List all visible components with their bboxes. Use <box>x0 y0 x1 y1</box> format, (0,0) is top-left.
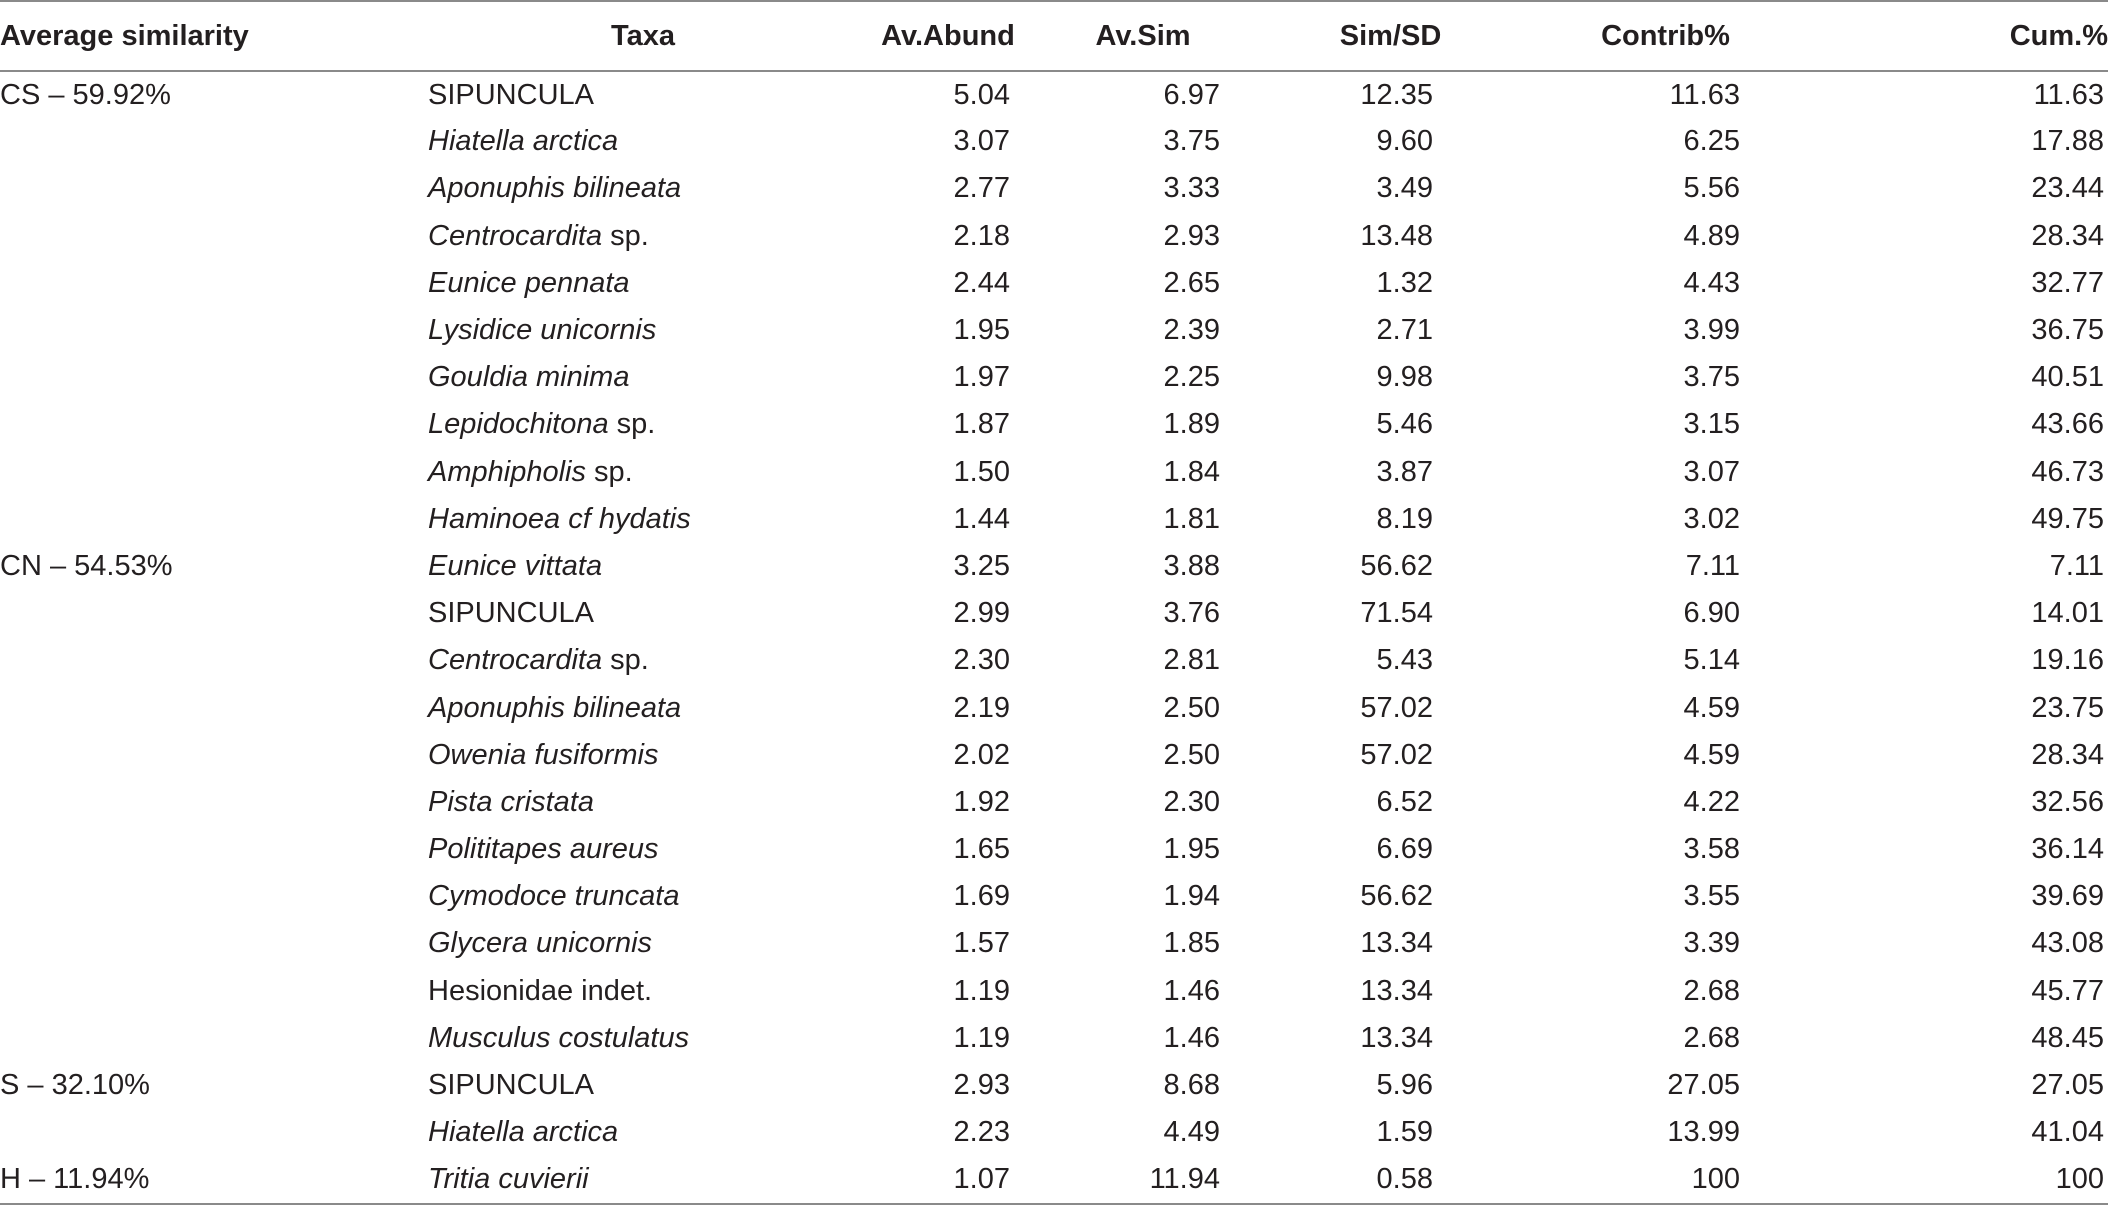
cell-av-abund: 1.44 <box>953 502 1010 535</box>
cell-average-similarity <box>0 1015 428 1062</box>
cell-average-similarity: H – 11.94% <box>0 1156 428 1203</box>
cell-cum: 48.45 <box>2031 1021 2104 1054</box>
cell-taxa <box>428 71 858 118</box>
cell-taxa <box>428 873 858 920</box>
taxon-name: Centrocardita <box>428 219 603 252</box>
cell-av-sim: 1.46 <box>1163 1021 1220 1054</box>
header-cum: Cum.% <box>1798 1 2108 71</box>
taxon-name: Lepidochitona <box>428 408 609 441</box>
cell-taxa <box>428 543 858 590</box>
cell-taxa <box>428 118 858 165</box>
cell-sim-sd: 1.59 <box>1376 1116 1433 1149</box>
taxon-name: Aponuphis bilineata <box>428 172 682 205</box>
cell-sim-sd: 13.34 <box>1360 1021 1433 1054</box>
cell-av-abund: 2.99 <box>953 597 1010 630</box>
cell-av-abund: 1.97 <box>953 361 1010 394</box>
cell-cum: 39.69 <box>2031 880 2104 913</box>
cell-av-abund: 1.87 <box>953 408 1010 441</box>
taxon-suffix: sp. <box>585 455 633 488</box>
cell-sim-sd: 5.43 <box>1376 644 1433 677</box>
table-row <box>0 684 2108 731</box>
taxon-name: Eunice pennata <box>428 266 630 299</box>
cell-sim-sd: 13.48 <box>1360 219 1433 252</box>
cell-average-similarity <box>0 213 428 260</box>
cell-av-abund: 1.07 <box>858 1156 1038 1203</box>
cell-cum: 7.11 <box>2049 549 2104 582</box>
cell-sim-sd: 3.87 <box>1376 455 1433 488</box>
cell-average-similarity: CN – 54.53% <box>0 549 173 582</box>
cell-av-abund: 2.44 <box>953 266 1010 299</box>
cell-contrib: 4.89 <box>1683 219 1740 252</box>
cell-cum: 27.05 <box>2031 1069 2104 1102</box>
cell-contrib: 7.11 <box>1685 549 1740 582</box>
cell-av-abund: 1.19 <box>953 1021 1010 1054</box>
cell-average-similarity <box>0 637 428 684</box>
cell-average-similarity <box>0 968 428 1015</box>
cell-av-sim: 11.94 <box>1038 1156 1248 1203</box>
cell-sim-sd: 12.35 <box>1360 78 1433 111</box>
cell-sim-sd: 8.19 <box>1376 502 1433 535</box>
taxon-name: Hiatella arctica <box>428 125 619 158</box>
taxon-name: Tritia cuvierii <box>428 1162 589 1195</box>
taxon-name: Lysidice unicornis <box>428 314 657 347</box>
taxon-name: Pista cristata <box>428 785 594 818</box>
cell-av-sim: 4.49 <box>1163 1116 1220 1149</box>
cell-contrib: 27.05 <box>1667 1069 1740 1102</box>
cell-cum: 43.66 <box>2031 408 2104 441</box>
table-row <box>0 165 2108 212</box>
table-row <box>0 260 2108 307</box>
cell-average-similarity <box>0 260 428 307</box>
taxon-name: Eunice vittata <box>428 549 603 582</box>
cell-cum: 32.77 <box>2031 266 2104 299</box>
cell-av-abund: 1.57 <box>953 927 1010 960</box>
cell-sim-sd: 9.60 <box>1376 125 1433 158</box>
taxon-name: Cymodoce truncata <box>428 880 680 913</box>
cell-av-abund: 1.65 <box>953 833 1010 866</box>
table-row <box>0 118 2108 165</box>
cell-cum: 23.75 <box>2031 691 2104 724</box>
cell-av-sim: 2.50 <box>1163 691 1220 724</box>
cell-av-abund: 1.19 <box>953 974 1010 1007</box>
cell-sim-sd: 0.58 <box>1248 1156 1533 1203</box>
cell-average-similarity <box>0 826 428 873</box>
taxon-name: Polititapes aureus <box>428 833 659 866</box>
cell-cum: 41.04 <box>2031 1116 2104 1149</box>
taxon-name: Owenia fusiformis <box>428 738 659 771</box>
taxon-suffix: sp. <box>602 219 649 252</box>
cell-sim-sd: 5.96 <box>1376 1069 1433 1102</box>
cell-average-similarity <box>0 496 428 543</box>
cell-taxa <box>428 1109 858 1156</box>
cell-sim-sd: 71.54 <box>1360 597 1433 630</box>
taxon-name: Hiatella arctica <box>428 1116 619 1149</box>
header-av-abund: Av.Abund <box>858 1 1038 71</box>
cell-av-sim: 2.30 <box>1163 785 1220 818</box>
cell-cum: 17.88 <box>2031 125 2104 158</box>
cell-contrib: 3.75 <box>1683 361 1740 394</box>
table-row <box>0 873 2108 920</box>
header-contrib: Contrib% <box>1533 1 1798 71</box>
cell-av-sim: 6.97 <box>1163 78 1220 111</box>
cell-taxa <box>428 779 858 826</box>
cell-sim-sd: 56.62 <box>1360 880 1433 913</box>
cell-sim-sd: 13.34 <box>1360 974 1433 1007</box>
cell-av-abund: 3.25 <box>953 549 1010 582</box>
taxon-name: Centrocardita <box>428 644 603 677</box>
taxon-suffix: sp. <box>602 644 649 677</box>
cell-sim-sd: 9.98 <box>1376 361 1433 394</box>
cell-sim-sd: 56.62 <box>1360 549 1433 582</box>
cell-av-sim: 2.81 <box>1163 644 1220 677</box>
header-average-similarity: Average similarity <box>0 1 428 71</box>
cell-av-abund: 2.77 <box>953 172 1010 205</box>
cell-av-sim: 1.84 <box>1163 455 1220 488</box>
cell-contrib: 100 <box>1533 1156 1798 1203</box>
cell-av-sim: 2.39 <box>1163 314 1220 347</box>
cell-taxa <box>428 449 858 496</box>
cell-av-sim: 2.50 <box>1163 738 1220 771</box>
table-row <box>0 213 2108 260</box>
cell-cum: 14.01 <box>2031 597 2104 630</box>
cell-cum: 43.08 <box>2031 927 2104 960</box>
taxon-name: SIPUNCULA <box>428 78 594 111</box>
cell-average-similarity <box>0 401 428 448</box>
cell-av-sim: 3.33 <box>1163 172 1220 205</box>
cell-contrib: 3.39 <box>1683 927 1740 960</box>
table-row <box>0 920 2108 967</box>
table-row <box>0 354 2108 401</box>
cell-av-abund: 1.69 <box>953 880 1010 913</box>
cell-contrib: 3.99 <box>1683 314 1740 347</box>
cell-average-similarity <box>0 118 428 165</box>
taxon-name: Haminoea cf hydatis <box>428 502 691 535</box>
cell-cum: 11.63 <box>2033 78 2104 111</box>
cell-average-similarity <box>0 873 428 920</box>
cell-average-similarity <box>0 165 428 212</box>
cell-average-similarity <box>0 920 428 967</box>
cell-taxa <box>428 1156 858 1203</box>
cell-av-sim: 1.85 <box>1163 927 1220 960</box>
table-row <box>0 968 2108 1015</box>
table-row <box>0 307 2108 354</box>
taxon-suffix: sp. <box>608 408 656 441</box>
table-row <box>0 496 2108 543</box>
cell-av-abund: 1.95 <box>953 314 1010 347</box>
cell-av-sim: 1.46 <box>1163 974 1220 1007</box>
cell-average-similarity <box>0 354 428 401</box>
cell-average-similarity <box>0 1109 428 1156</box>
taxon-name: SIPUNCULA <box>428 597 594 630</box>
cell-av-abund: 2.02 <box>953 738 1010 771</box>
cell-cum: 28.34 <box>2031 738 2104 771</box>
cell-average-similarity <box>0 449 428 496</box>
cell-contrib: 13.99 <box>1667 1116 1740 1149</box>
taxon-name: Amphipholis <box>428 455 586 488</box>
table-row <box>0 1062 2108 1109</box>
cell-contrib: 2.68 <box>1683 974 1740 1007</box>
cell-taxa <box>428 496 858 543</box>
header-av-sim: Av.Sim <box>1038 1 1248 71</box>
cell-sim-sd: 1.32 <box>1376 266 1433 299</box>
cell-sim-sd: 5.46 <box>1376 408 1433 441</box>
cell-taxa <box>428 260 858 307</box>
table-row <box>0 1156 2108 1203</box>
cell-av-abund: 1.92 <box>953 785 1010 818</box>
cell-taxa <box>428 968 858 1015</box>
table-header <box>0 1 2108 71</box>
table-row <box>0 637 2108 684</box>
cell-av-abund: 2.18 <box>953 219 1010 252</box>
cell-av-abund: 2.19 <box>953 691 1010 724</box>
cell-taxa <box>428 307 858 354</box>
cell-av-sim: 3.76 <box>1163 597 1220 630</box>
cell-av-sim: 1.95 <box>1163 833 1220 866</box>
cell-taxa <box>428 637 858 684</box>
cell-sim-sd: 57.02 <box>1360 691 1433 724</box>
table-row <box>0 732 2108 779</box>
cell-av-abund: 1.50 <box>953 455 1010 488</box>
cell-cum: 46.73 <box>2031 455 2104 488</box>
cell-average-similarity: S – 32.10% <box>0 1069 150 1102</box>
cell-taxa <box>428 213 858 260</box>
cell-av-sim: 2.93 <box>1163 219 1220 252</box>
cell-taxa <box>428 354 858 401</box>
cell-sim-sd: 6.69 <box>1376 833 1433 866</box>
cell-average-similarity: CS – 59.92% <box>0 78 171 111</box>
taxon-name: Glycera unicornis <box>428 927 653 960</box>
table-row <box>0 543 2108 590</box>
cell-av-sim: 2.25 <box>1163 361 1220 394</box>
cell-contrib: 3.15 <box>1683 408 1740 441</box>
cell-contrib: 5.14 <box>1683 644 1740 677</box>
cell-taxa <box>428 826 858 873</box>
table-row <box>0 401 2108 448</box>
cell-av-sim: 1.94 <box>1163 880 1220 913</box>
header-taxa: Taxa <box>428 1 858 71</box>
cell-taxa <box>428 920 858 967</box>
cell-sim-sd: 3.49 <box>1376 172 1433 205</box>
cell-contrib: 4.22 <box>1683 785 1740 818</box>
taxon-name: SIPUNCULA <box>428 1069 594 1102</box>
cell-sim-sd: 2.71 <box>1376 314 1433 347</box>
cell-cum: 36.14 <box>2031 833 2104 866</box>
cell-taxa <box>428 1015 858 1062</box>
cell-cum: 100 <box>1798 1156 2108 1203</box>
cell-av-abund: 2.23 <box>953 1116 1010 1149</box>
table-row <box>0 826 2108 873</box>
cell-av-abund: 3.07 <box>953 125 1010 158</box>
cell-contrib: 11.63 <box>1669 78 1740 111</box>
cell-cum: 28.34 <box>2031 219 2104 252</box>
cell-cum: 23.44 <box>2031 172 2104 205</box>
cell-cum: 19.16 <box>2031 644 2104 677</box>
cell-taxa <box>428 401 858 448</box>
cell-contrib: 5.56 <box>1683 172 1740 205</box>
cell-taxa <box>428 165 858 212</box>
cell-av-sim: 8.68 <box>1163 1069 1220 1102</box>
table-row <box>0 71 2108 118</box>
cell-contrib: 2.68 <box>1683 1021 1740 1054</box>
taxon-name: Hesionidae indet. <box>428 974 653 1007</box>
table-row <box>0 1109 2108 1156</box>
table-row <box>0 779 2108 826</box>
cell-contrib: 6.25 <box>1683 125 1740 158</box>
cell-av-sim: 1.81 <box>1163 502 1220 535</box>
cell-sim-sd: 13.34 <box>1360 927 1433 960</box>
cell-cum: 45.77 <box>2031 974 2104 1007</box>
cell-average-similarity <box>0 590 428 637</box>
cell-contrib: 3.02 <box>1683 502 1740 535</box>
cell-average-similarity <box>0 684 428 731</box>
cell-av-sim: 2.65 <box>1163 266 1220 299</box>
cell-contrib: 4.59 <box>1683 738 1740 771</box>
table-row <box>0 1015 2108 1062</box>
cell-contrib: 4.43 <box>1683 266 1740 299</box>
cell-taxa <box>428 732 858 779</box>
cell-av-sim: 3.75 <box>1163 125 1220 158</box>
cell-cum: 36.75 <box>2031 314 2104 347</box>
cell-average-similarity <box>0 732 428 779</box>
header-sim-sd: Sim/SD <box>1248 1 1533 71</box>
table-body <box>0 71 2108 1204</box>
cell-taxa <box>428 684 858 731</box>
cell-contrib: 3.58 <box>1683 833 1740 866</box>
taxon-name: Gouldia minima <box>428 361 630 394</box>
cell-av-abund: 2.30 <box>953 644 1010 677</box>
header-row <box>0 1 2108 71</box>
cell-av-abund: 5.04 <box>953 78 1010 111</box>
cell-contrib: 6.90 <box>1683 597 1740 630</box>
cell-average-similarity <box>0 779 428 826</box>
cell-contrib: 3.55 <box>1683 880 1740 913</box>
cell-av-abund: 2.93 <box>953 1069 1010 1102</box>
cell-sim-sd: 57.02 <box>1360 738 1433 771</box>
cell-taxa <box>428 1062 858 1109</box>
taxon-name: Musculus costulatus <box>428 1021 690 1054</box>
cell-cum: 32.56 <box>2031 785 2104 818</box>
cell-contrib: 3.07 <box>1683 455 1740 488</box>
cell-sim-sd: 6.52 <box>1376 785 1433 818</box>
cell-taxa <box>428 590 858 637</box>
cell-average-similarity <box>0 307 428 354</box>
table-row <box>0 449 2108 496</box>
cell-av-sim: 3.88 <box>1163 549 1220 582</box>
taxon-name: Aponuphis bilineata <box>428 691 682 724</box>
cell-cum: 49.75 <box>2031 502 2104 535</box>
cell-cum: 40.51 <box>2031 361 2104 394</box>
table-row <box>0 590 2108 637</box>
cell-contrib: 4.59 <box>1683 691 1740 724</box>
cell-av-sim: 1.89 <box>1163 408 1220 441</box>
